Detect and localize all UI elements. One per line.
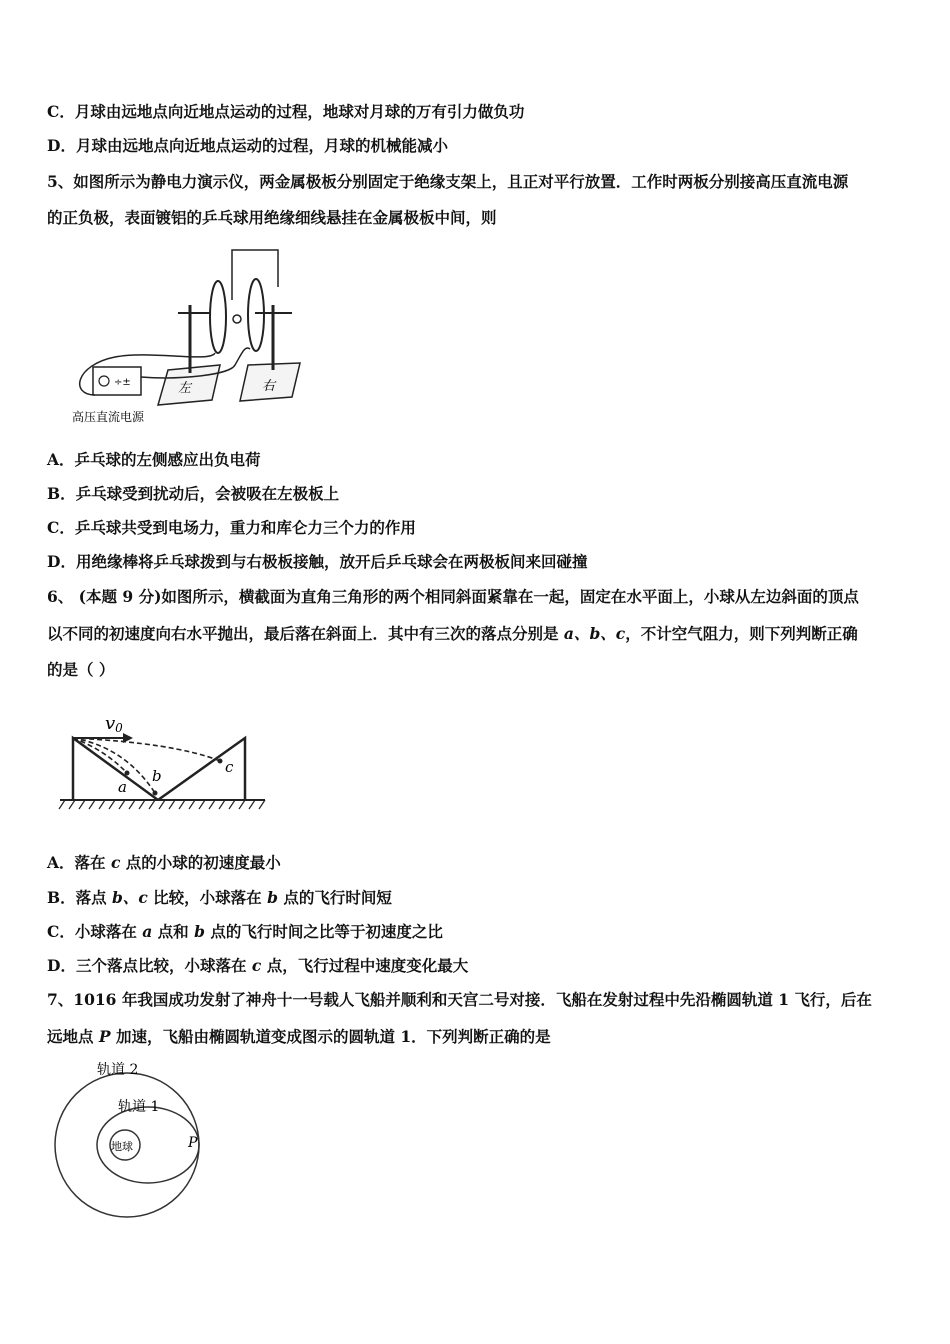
q4-option-c: C．月球由远地点向近地点运动的过程，地球对月球的万有引力做负功 bbox=[47, 102, 525, 121]
q6-v0-label: v0 bbox=[105, 713, 123, 735]
q6-stem-line-1: 6、 (本题 9 分)如图所示，横截面为直角三角形的两个相同斜面紧靠在一起，固定在水平面上，小球从左边斜面的顶点 bbox=[47, 587, 859, 606]
q6-stem-line-2: 以不同的初速度向右水平抛出，最后落在斜面上．其中有三次的落点分别是 a、b、c，不计空气阻力，则下列判断正确 bbox=[47, 624, 858, 643]
q4-option-d: D．月球由远地点向近地点运动的过程，月球的机械能减小 bbox=[47, 136, 448, 155]
q5-stem-line-2: 的正负极，表面镀铝的乒乓球用绝缘细线悬挂在金属极板中间，则 bbox=[47, 208, 497, 227]
q5-label-left: 左 bbox=[178, 381, 192, 396]
q7-label-p: P bbox=[188, 1135, 198, 1151]
q5-stem-line-1: 5、如图所示为静电力演示仪，两金属极板分别固定于绝缘支架上，且正对平行放置．工作时两板分别接高压直流电源 bbox=[47, 172, 849, 191]
q6-incline-figure bbox=[55, 705, 270, 815]
q5-electrostatic-figure bbox=[60, 245, 320, 430]
q6-point-b: b bbox=[152, 767, 162, 785]
q5-option-d: D．用绝缘棒将乒乓球拨到与右极板接触，放开后乒乓球会在两极板间来回碰撞 bbox=[47, 552, 588, 571]
q5-label-source: 高压直流电源 bbox=[72, 410, 145, 424]
q5-option-b: B．乒乓球受到扰动后，会被吸在左极板上 bbox=[47, 484, 340, 503]
q7-orbit-figure bbox=[45, 1055, 215, 1225]
q5-option-a: A．乒乓球的左侧感应出负电荷 bbox=[47, 450, 261, 469]
q6-option-a: A．落在 c 点的小球的初速度最小 bbox=[47, 853, 281, 872]
q6-option-c: C．小球落在 a 点和 b 点的飞行时间之比等于初速度之比 bbox=[47, 922, 443, 941]
q5-label-right: 右 bbox=[262, 379, 276, 394]
q7-label-orbit1: 轨道 1 bbox=[118, 1099, 160, 1115]
q5-option-c: C．乒乓球共受到电场力，重力和库仑力三个力的作用 bbox=[47, 518, 416, 537]
q7-label-earth: 地球 bbox=[111, 1140, 133, 1153]
svg-text:÷±: ÷± bbox=[114, 377, 131, 388]
q7-stem-line-2: 远地点 P 加速，飞船由椭圆轨道变成图示的圆轨道 1．下列判断正确的是 bbox=[47, 1027, 551, 1046]
q6-point-c: c bbox=[225, 758, 234, 776]
q6-option-b: B．落点 b、c 比较，小球落在 b 点的飞行时间短 bbox=[47, 888, 392, 907]
q6-option-d: D．三个落点比较，小球落在 c 点，飞行过程中速度变化最大 bbox=[47, 956, 469, 975]
q6-point-a: a bbox=[118, 778, 127, 796]
q7-label-orbit2: 轨道 2 bbox=[97, 1062, 139, 1078]
q7-stem-line-1: 7、1016 年我国成功发射了神舟十一号载人飞船并顺利和天宫二号对接．飞船在发射过程中先沿椭圆轨道 1 飞行，后在 bbox=[47, 990, 872, 1009]
q6-stem-line-3: 的是（ ） bbox=[47, 660, 115, 679]
